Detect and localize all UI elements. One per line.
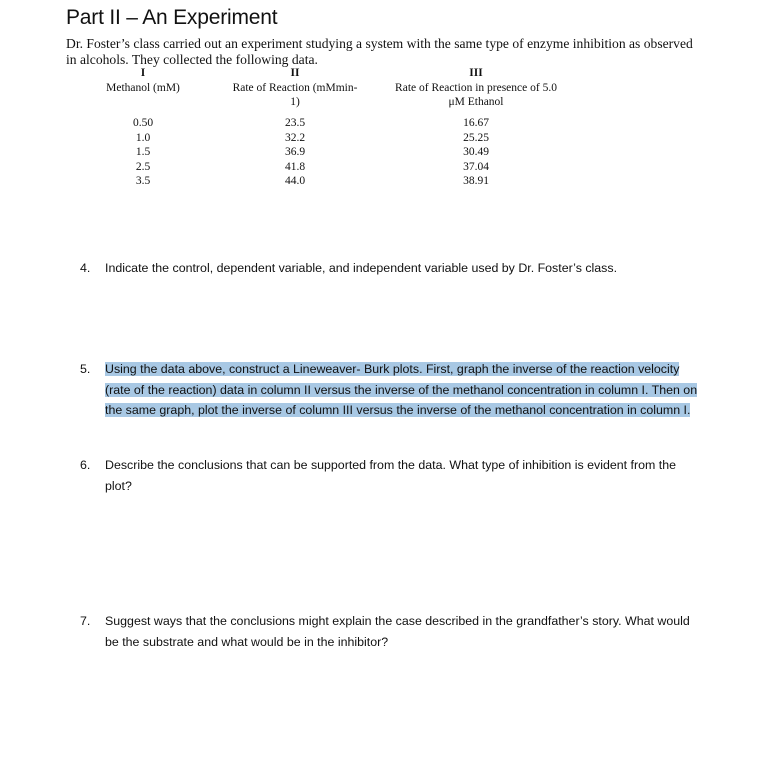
question-number: 5.: [80, 362, 91, 376]
question-5: [80, 359, 700, 421]
table-cell: 44.0: [284, 175, 306, 187]
page-title: Part II – An Experiment: [66, 6, 278, 29]
question-text: Describe the conclusions that can be supported from the data. What type of inhibition is evident from the plot?: [105, 458, 676, 493]
highlighted-question-text[interactable]: Using the data above, construct a Lineweaver- Burk plots. First, graph the inverse of the reaction velocity (rate of the reaction) data in column II versus the inverse of the methanol concentration in column I. Then on the same graph, plot the inverse of column III versus the inverse of the methanol concentration in column I.: [105, 362, 698, 417]
table-cell: 3.5: [135, 175, 151, 187]
table-column-i: [88, 66, 198, 187]
column-header: Rate of Reaction (mMmin-1): [232, 81, 358, 108]
table-column-ii: [230, 66, 360, 187]
table-cell: 23.5: [284, 117, 306, 129]
table-cell: 30.49: [463, 146, 489, 158]
question-text: Indicate the control, dependent variable, and independent variable used by Dr. Foster’s class.: [105, 261, 618, 275]
table-cell: 2.5: [135, 160, 151, 173]
question-text: Suggest ways that the conclusions might explain the case described in the grandfather’s story. What would be the substrate and what would be in the inhibitor?: [105, 614, 690, 649]
column-number: I: [140, 67, 146, 79]
table-cell: 1.5: [135, 146, 151, 158]
question-number: 6.: [80, 458, 91, 472]
table-cell: 32.2: [284, 131, 306, 144]
table-cell: 41.8: [284, 160, 306, 173]
question-7: [80, 611, 700, 652]
table-cell: 0.50: [132, 117, 154, 129]
question-6: [80, 455, 700, 496]
table-cell: 16.67: [463, 117, 489, 129]
table-cell: 37.04: [463, 160, 489, 173]
column-number: II: [290, 67, 300, 79]
question-number: 7.: [80, 614, 91, 628]
table-cell: 36.9: [284, 146, 306, 158]
column-header: Methanol (mM): [106, 81, 180, 94]
table-cell: 25.25: [463, 131, 489, 144]
column-header: Rate of Reaction in presence of 5.0 μM Ethanol: [395, 81, 557, 108]
table-cell: 1.0: [135, 131, 151, 144]
intro-paragraph: Dr. Foster’s class carried out an experiment studying a system with the same type of enzyme inhibition as observed in alcohols. They collected the following data.: [66, 36, 693, 67]
question-4: [80, 258, 700, 279]
table-column-iii: [392, 66, 560, 187]
table-cell: 38.91: [463, 175, 489, 187]
question-number: 4.: [80, 261, 91, 275]
column-number: III: [469, 67, 483, 79]
